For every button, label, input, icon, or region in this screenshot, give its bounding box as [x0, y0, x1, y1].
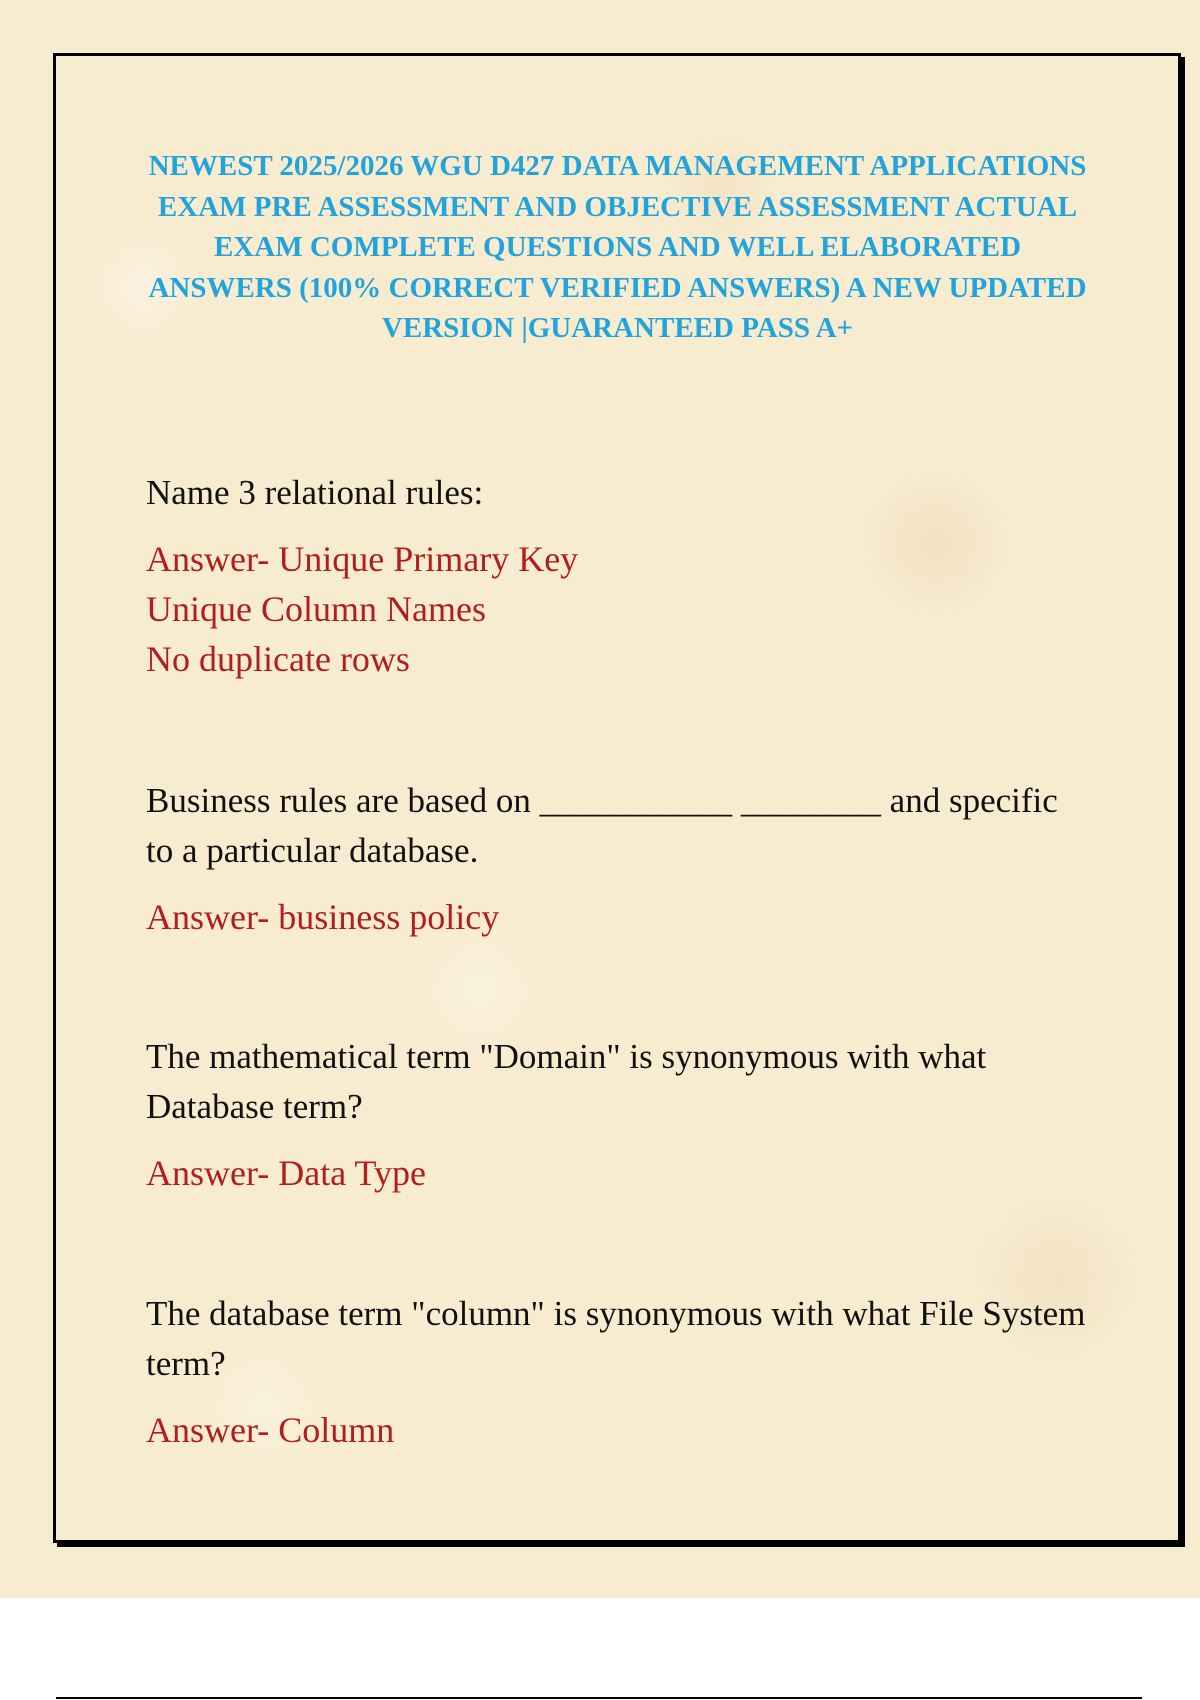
qa-item	[146, 776, 1091, 942]
footer-divider	[56, 1697, 1142, 1699]
answer-text: Answer- Unique Primary Key Unique Column Names No duplicate rows	[146, 539, 579, 679]
document-title: NEWEST 2025/2026 WGU D427 DATA MANAGEMENT APPLICATIONS EXAM PRE ASSESSMENT AND OBJECTIVE ASSESSMENT ACTUAL EXAM COMPLETE QUESTIONS AND WELL ELABORATED ANSWERS (100% CORRECT VERIFIED ANSWERS) A NEW UPDATED VERSION |GUARANTEED PASS A+	[148, 150, 1087, 344]
question-text: The mathematical term "Domain" is synonymous with what Database term?	[146, 1037, 987, 1126]
qa-item	[146, 1289, 1091, 1455]
qa-item	[146, 1032, 1091, 1198]
qa-item	[146, 468, 1091, 684]
question-text: Name 3 relational rules:	[146, 473, 484, 512]
question-text: The database term "column" is synonymous with what File System term?	[146, 1294, 1086, 1383]
question-text: Business rules are based on ___________ ________ and specific to a particular database.	[146, 781, 1058, 870]
answer-text: Answer- Column	[146, 1410, 395, 1450]
answer-text: Answer- Data Type	[146, 1153, 427, 1193]
answer-text: Answer- business policy	[146, 897, 500, 937]
qa-list	[146, 468, 1091, 1455]
